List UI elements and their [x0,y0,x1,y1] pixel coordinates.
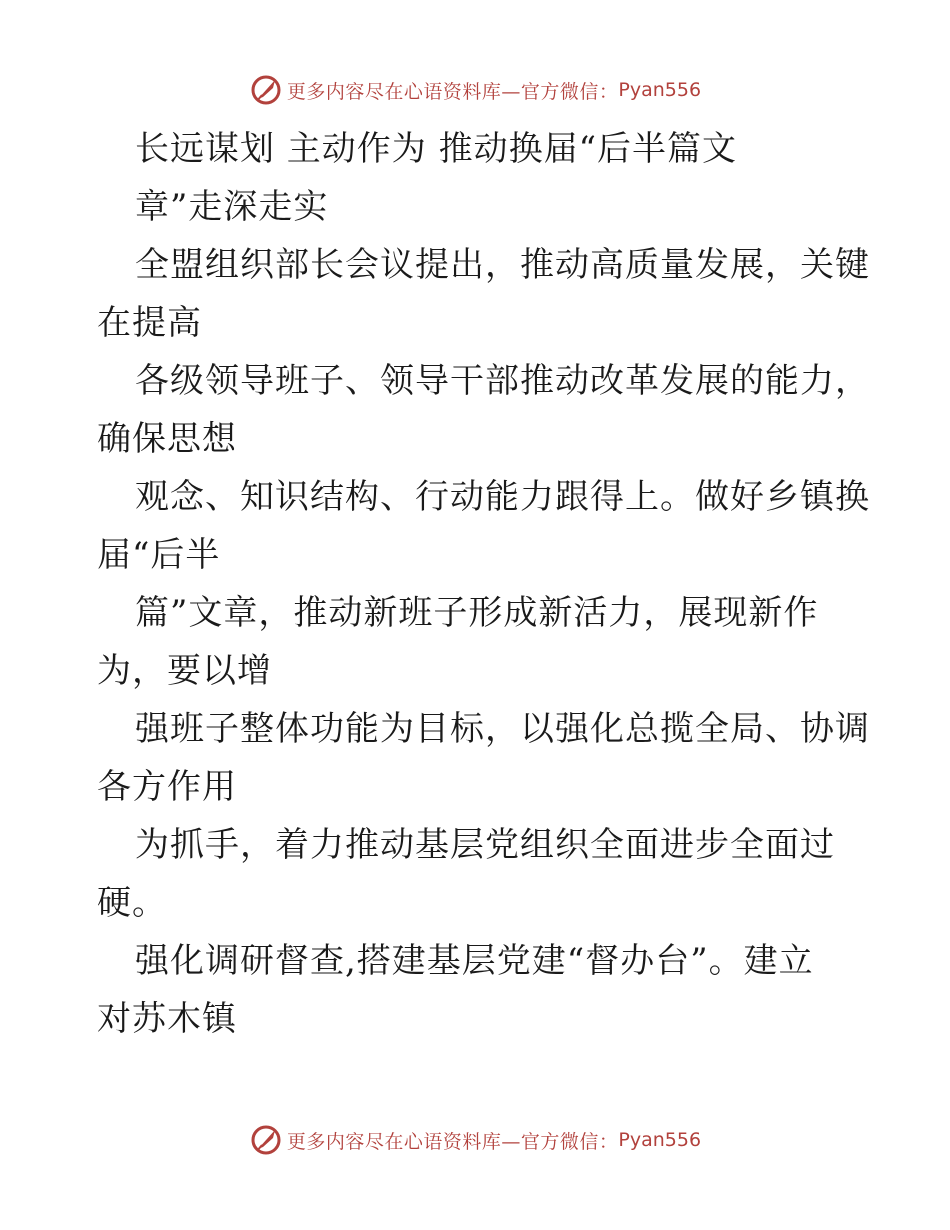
text-line: 为抓手，着力推动基层党组织全面进步全面过 [135,825,835,865]
watermark-text: 更多内容尽在心语资料库—官方微信： [286,80,619,103]
text-line: 在提高 [97,303,202,343]
watermark-text: 更多内容尽在心语资料库—官方微信： [286,1130,619,1153]
text-line: 章”走深走实 [135,187,329,227]
text-line: 强班子整体功能为目标，以强化总揽全局、协调 [135,709,870,749]
text-line: 对苏木镇 [97,999,237,1039]
text-line: 长远谋划 主动作为 推动换届“后半篇文 [135,129,737,169]
quill-logo-icon [249,73,283,107]
text-line: 强化调研督查,搭建基层党建“督办台”。建立 [135,941,814,981]
quill-logo-icon [249,1123,283,1157]
header-watermark [0,70,950,110]
document-body [97,120,870,1048]
text-line: 全盟组织部长会议提出，推动高质量发展，关键 [135,245,870,285]
watermark-wechat-id: Pyan556 [618,1129,702,1151]
text-line: 观念、知识结构、行动能力跟得上。做好乡镇换 [135,477,870,517]
text-line: 确保思想 [97,419,237,459]
text-line: 硬。 [97,883,167,923]
text-line: 届“后半 [97,535,221,575]
watermark-wechat-id: Pyan556 [618,79,702,101]
text-line: 各方作用 [97,767,237,807]
text-line: 各级领导班子、领导干部推动改革发展的能力， [135,361,870,401]
text-line: 为，要以增 [97,651,272,691]
footer-watermark [0,1120,950,1160]
text-line: 篇”文章，推动新班子形成新活力，展现新作 [135,593,819,633]
